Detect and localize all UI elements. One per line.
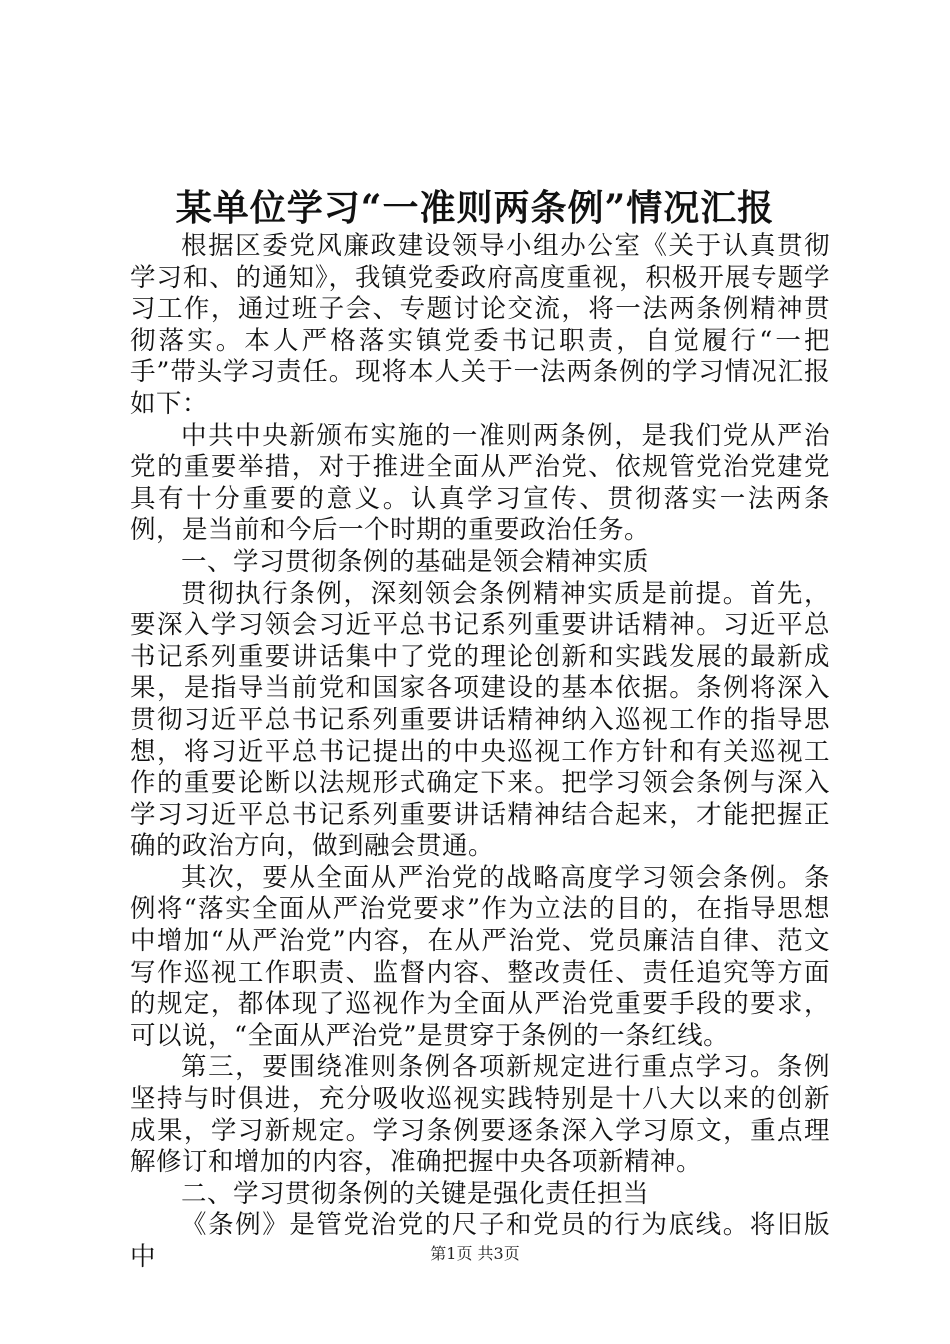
paragraph-first-point: 贯彻执行条例，深刻领会条例精神实质是前提。首先，要深入学习领会习近平总书记系列重要讲话精神。习近平总书记系列重要讲话集中了党的理论创新和实践发展的最新成果，是指导当前党和国家各项建设的基本依据。条例将深入贯彻习近平总书记系列重要讲话精神纳入巡视工作的指导思想，将习近平总书记提出的中央巡视工作方针和有关巡视工作的重要论断以法规形式确定下来。把学习领会条例与深入学习习近平总书记系列重要讲话精神结合起来，才能把握正确的政治方向，做到融会贯通。 xyxy=(130,578,830,862)
section-heading-1: 一、学习贯彻条例的基础是领会精神实质 xyxy=(181,546,650,577)
document-title: 某单位学习“一准则两条例”情况汇报 xyxy=(175,187,775,229)
paragraph-third-point: 第三，要围绕准则条例各项新规定进行重点学习。条例坚持与时俱进，充分吸收巡视实践特别是十八大以来的创新成果，学习新规定。学习条例要逐条深入学习原文，重点理解修订和增加的内容，准确把握中央各项新精神。 xyxy=(130,1052,830,1178)
paragraph-regulation: 《条例》是管党治党的尺子和党员的行为底线。将旧版中 xyxy=(130,1210,830,1272)
section-heading-2: 二、学习贯彻条例的关键是强化责任担当 xyxy=(181,1178,650,1209)
paragraph-intro: 根据区委党风廉政建设领导小组办公室《关于认真贯彻学习和、的通知》，我镇党委政府高度重视，积极开展专题学习工作，通过班子会、专题讨论交流，将一法两条例精神贯彻落实。本人严格落实镇党委书记职责，自觉履行“一把手”带头学习责任。现将本人关于一法两条例的学习情况汇报如下： xyxy=(130,231,830,419)
paragraph-second-point: 其次，要从全面从严治党的战略高度学习领会条例。条例将“落实全面从严治党要求”作为立法的目的，在指导思想中增加“从严治党”内容，在从严治党、党员廉洁自律、范文写作巡视工作职责、监督内容、整改责任、责任追究等方面的规定，都体现了巡视作为全面从严治党重要手段的要求，可以说，“全面从严治党”是贯穿于条例的一条红线。 xyxy=(130,862,830,1051)
document-body xyxy=(130,231,830,1274)
paragraph-significance: 中共中央新颁布实施的一准则两条例，是我们党从严治党的重要举措，对于推进全面从严治党、依规管党治党建党具有十分重要的意义。认真学习宣传、贯彻落实一法两条例，是当前和今后一个时期的重要政治任务。 xyxy=(130,420,830,546)
page-footer: 第1页 共3页 xyxy=(430,1244,520,1263)
